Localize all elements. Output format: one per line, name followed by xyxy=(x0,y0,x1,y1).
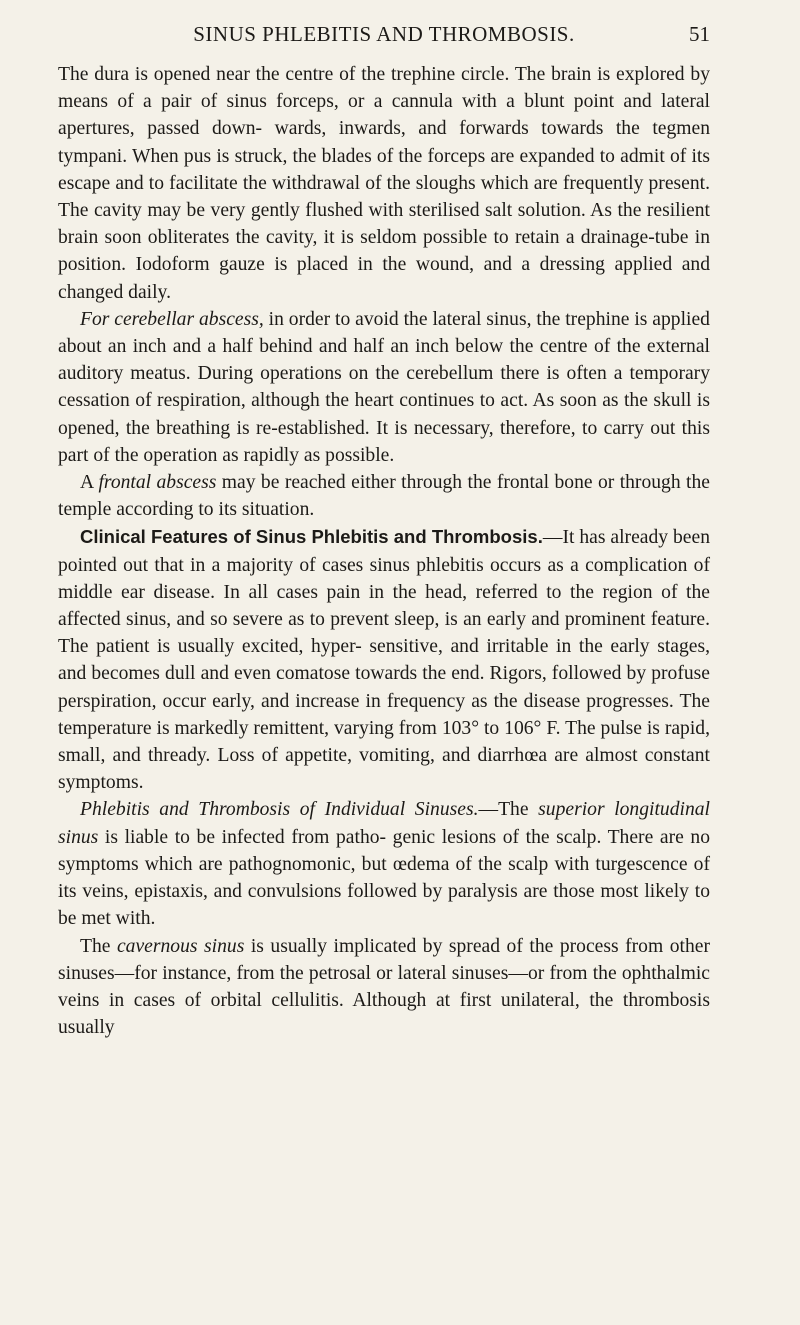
running-header xyxy=(58,22,710,56)
paragraph-lead: The xyxy=(80,935,117,957)
paragraph-text: is usually implicated by spread of the process from other sinuses—for instance, from the petrosal or lateral sinuses—or from the ophthalmic veins in cases of orbital cellulitis. Although at first unilateral, the thrombosis usually xyxy=(58,935,710,1039)
paragraph-lead: A xyxy=(80,472,99,494)
italic-phrase: cavernous sinus xyxy=(116,935,245,957)
page-number: 51 xyxy=(689,22,710,46)
italic-phrase: frontal abscess xyxy=(98,472,217,494)
paragraph-dura-opening xyxy=(58,61,710,306)
paragraph-text: is liable to be infected from patho- genic lesions of the scalp. There are no symptoms which are pathognomonic, but œdema of the scalp with turgescence of its veins, epistaxis, and convulsions followed by paralysis are those most likely to be met with. xyxy=(58,826,710,930)
italic-phrase: superior longitudinal sinus xyxy=(58,799,710,848)
dash-text: —The xyxy=(478,799,539,821)
paragraph-text: The dura is opened near the centre of the trephine circle. The brain is explored by means of a pair of sinus forceps, or a cannula with a blunt point and lateral apertures, passed down- wards, inwards, and forwards towards the tegmen tympani. When pus is struck, the blades of the forceps are expanded to admit of its escape and to facilitate the withdrawal of the sloughs which are frequently present. The cavity may be very gently flushed with sterilised salt solution. As the resilient brain soon obliterates the cavity, it is seldom possible to retain a drainage-tube in position. Iodoform gauze is placed in the wound, and a dressing applied and changed daily. xyxy=(58,64,710,303)
body-text xyxy=(58,61,710,1041)
running-title: SINUS PHLEBITIS AND THROMBOSIS. xyxy=(193,22,575,46)
italic-heading: Phlebitis and Thrombosis of Individual Sinuses. xyxy=(80,799,479,821)
paragraph-text: may be reached either through the frontal bone or through the temple according to its situation. xyxy=(58,472,710,521)
italic-phrase: For cerebellar abscess, xyxy=(80,308,264,330)
paragraph-cerebellar-abscess xyxy=(58,306,710,469)
section-heading: Clinical Features of Sinus Phlebitis and Thrombosis. xyxy=(80,526,543,548)
paragraph-text: in order to avoid the lateral sinus, the trephine is applied about an inch and a half behind and half an inch below the centre of the external auditory meatus. During operations on the cerebellum there is often a temporary cessation of respiration, although the heart continues to act. As soon as the skull is opened, the breathing is re-established. It is necessary, therefore, to carry out this part of the operation as rapidly as possible. xyxy=(58,308,710,466)
book-page xyxy=(58,22,710,1041)
paragraph-text: —It has already been pointed out that in a majority of cases sinus phlebitis occurs as a complication of middle ear disease. In all cases pain in the head, referred to the region of the affected sinus, and so severe as to prevent sleep, is an early and prominent feature. The patient is usually excited, hyper- sensitive, and irritable in the early stages, and becomes dull and even comatose towards the end. Rigors, followed by profuse perspiration, occur early, and increase in frequency as the disease progresses. The temperature is markedly remittent, varying from 103° to 106° F. The pulse is rapid, small, and thready. Loss of appetite, vomiting, and diarrhœa are almost constant symptoms. xyxy=(58,527,710,794)
paragraph-cavernous-sinus xyxy=(58,933,710,1042)
paragraph-frontal-abscess xyxy=(58,469,710,523)
paragraph-individual-sinuses xyxy=(58,796,710,932)
paragraph-clinical-features xyxy=(58,523,710,796)
